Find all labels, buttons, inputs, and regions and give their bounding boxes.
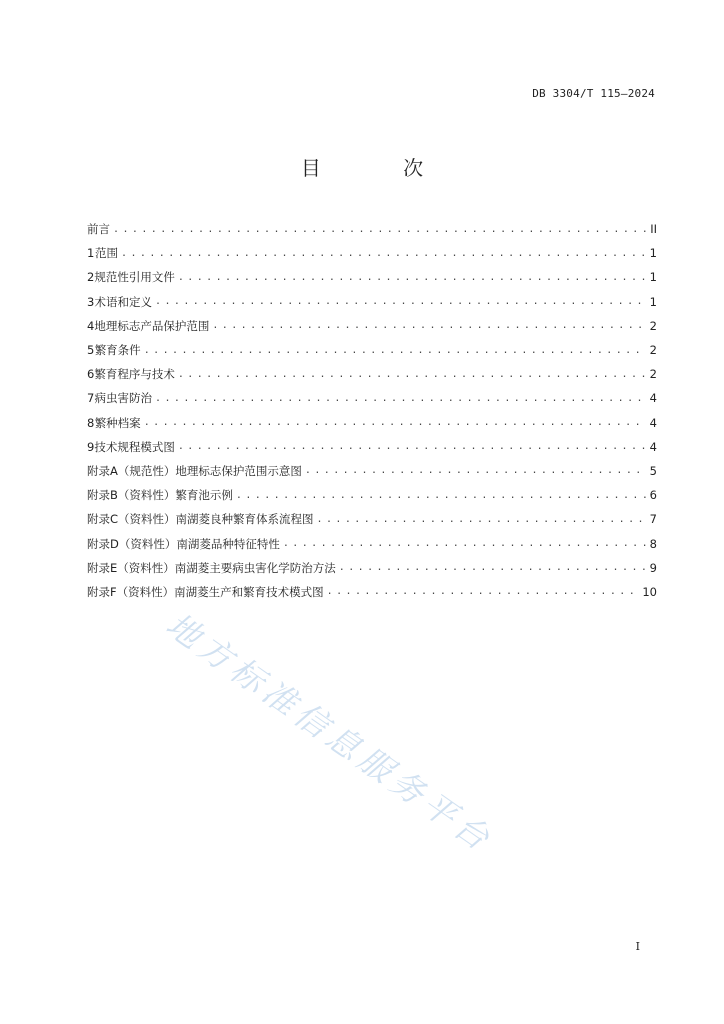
toc-entry-1[interactable]: [87, 241, 657, 265]
toc-entry-4[interactable]: [87, 314, 657, 338]
toc-leader-dots: [121, 248, 646, 259]
page-title: 目 次: [300, 156, 462, 180]
document-code: DB 3304/T 115—2024: [532, 87, 655, 100]
toc-entry-number: 1: [87, 246, 95, 261]
toc-entry-appendix-d[interactable]: [87, 531, 657, 555]
table-of-contents: [87, 217, 657, 604]
toc-entry-label: 病虫害防治: [94, 391, 153, 406]
toc-entry-appendix-c[interactable]: [87, 507, 657, 531]
toc-entry-label: 前言: [87, 222, 110, 237]
toc-entry-number: 5: [87, 343, 95, 358]
toc-entry-appendix-b[interactable]: [87, 483, 657, 507]
toc-appendix-number: 附录B（资料性）: [87, 488, 176, 503]
toc-entry-label: 繁育条件: [94, 343, 141, 358]
toc-entry-appendix-e[interactable]: [87, 556, 657, 580]
toc-entry-page: 4: [649, 415, 657, 430]
toc-entry-page: 1: [649, 246, 657, 261]
toc-entry-page: 4: [649, 439, 657, 454]
toc-entry-page: 2: [649, 343, 657, 358]
toc-entry-label: 南湖菱主要病虫害化学防治方法: [174, 560, 336, 575]
toc-entry-number: 9: [87, 439, 95, 454]
toc-appendix-number: 附录D（资料性）: [87, 536, 177, 551]
toc-leader-dots: [178, 369, 646, 380]
toc-leader-dots: [339, 562, 646, 573]
toc-entry-page: 2: [649, 318, 657, 333]
toc-entry-label: 繁种档案: [94, 415, 141, 430]
toc-entry-page: 5: [649, 463, 657, 478]
toc-entry-appendix-f[interactable]: [87, 580, 657, 604]
toc-entry-page: 2: [649, 367, 657, 382]
toc-entry-label: 地理标志产品保护范围: [94, 318, 210, 333]
toc-leader-dots: [212, 320, 646, 331]
toc-entry-page: 10: [642, 584, 657, 599]
toc-entry-page: 1: [649, 294, 657, 309]
toc-appendix-number: 附录F（资料性）: [87, 584, 175, 599]
toc-entry-page: II: [650, 222, 657, 237]
toc-leader-dots: [144, 345, 646, 356]
toc-appendix-number: 附录A（规范性）: [87, 463, 176, 478]
toc-entry-2[interactable]: [87, 265, 657, 289]
toc-leader-dots: [178, 441, 646, 452]
toc-entry-label: 南湖菱生产和繁育技术模式图: [174, 584, 324, 599]
toc-entry-page: 9: [649, 560, 657, 575]
watermark: 地方标准信息服务平台: [159, 604, 502, 861]
toc-entry-foreword[interactable]: [87, 217, 657, 241]
toc-entry-5[interactable]: [87, 338, 657, 362]
page-number: I: [635, 940, 640, 953]
toc-appendix-number: 附录C（资料性）: [87, 512, 176, 527]
toc-entry-9[interactable]: [87, 435, 657, 459]
toc-entry-appendix-a[interactable]: [87, 459, 657, 483]
toc-entry-number: 6: [87, 367, 95, 382]
toc-entry-8[interactable]: [87, 411, 657, 435]
toc-leader-dots: [155, 296, 646, 307]
toc-entry-page: 7: [649, 512, 657, 527]
toc-leader-dots: [236, 490, 646, 501]
toc-entry-number: 4: [87, 318, 95, 333]
toc-leader-dots: [155, 393, 646, 404]
toc-entry-6[interactable]: [87, 362, 657, 386]
toc-entry-number: 8: [87, 415, 95, 430]
toc-entry-label: 繁育程序与技术: [94, 367, 175, 382]
toc-entry-label: 术语和定义: [94, 294, 153, 309]
toc-appendix-number: 附录E（资料性）: [87, 560, 175, 575]
toc-leader-dots: [113, 224, 646, 235]
toc-leader-dots: [283, 538, 646, 549]
toc-entry-label: 地理标志保护范围示意图: [175, 463, 302, 478]
toc-leader-dots: [305, 465, 646, 476]
toc-leader-dots: [317, 514, 646, 525]
toc-entry-page: 6: [649, 488, 657, 503]
toc-entry-label: 技术规程模式图: [94, 439, 175, 454]
toc-leader-dots: [144, 417, 646, 428]
toc-entry-number: 3: [87, 294, 95, 309]
toc-entry-number: 2: [87, 270, 95, 285]
toc-entry-label: 南湖菱良种繁育体系流程图: [175, 512, 314, 527]
toc-entry-label: 南湖菱品种特征特性: [176, 536, 280, 551]
toc-entry-page: 4: [649, 391, 657, 406]
toc-entry-page: 8: [649, 536, 657, 551]
toc-entry-3[interactable]: [87, 290, 657, 314]
toc-leader-dots: [327, 586, 640, 597]
toc-entry-label: 繁育池示例: [175, 488, 233, 503]
toc-entry-page: 1: [649, 270, 657, 285]
toc-entry-7[interactable]: [87, 386, 657, 410]
toc-entry-number: 7: [87, 391, 95, 406]
toc-entry-label: 规范性引用文件: [94, 270, 175, 285]
toc-entry-label: 范围: [95, 246, 119, 261]
toc-leader-dots: [178, 272, 646, 283]
